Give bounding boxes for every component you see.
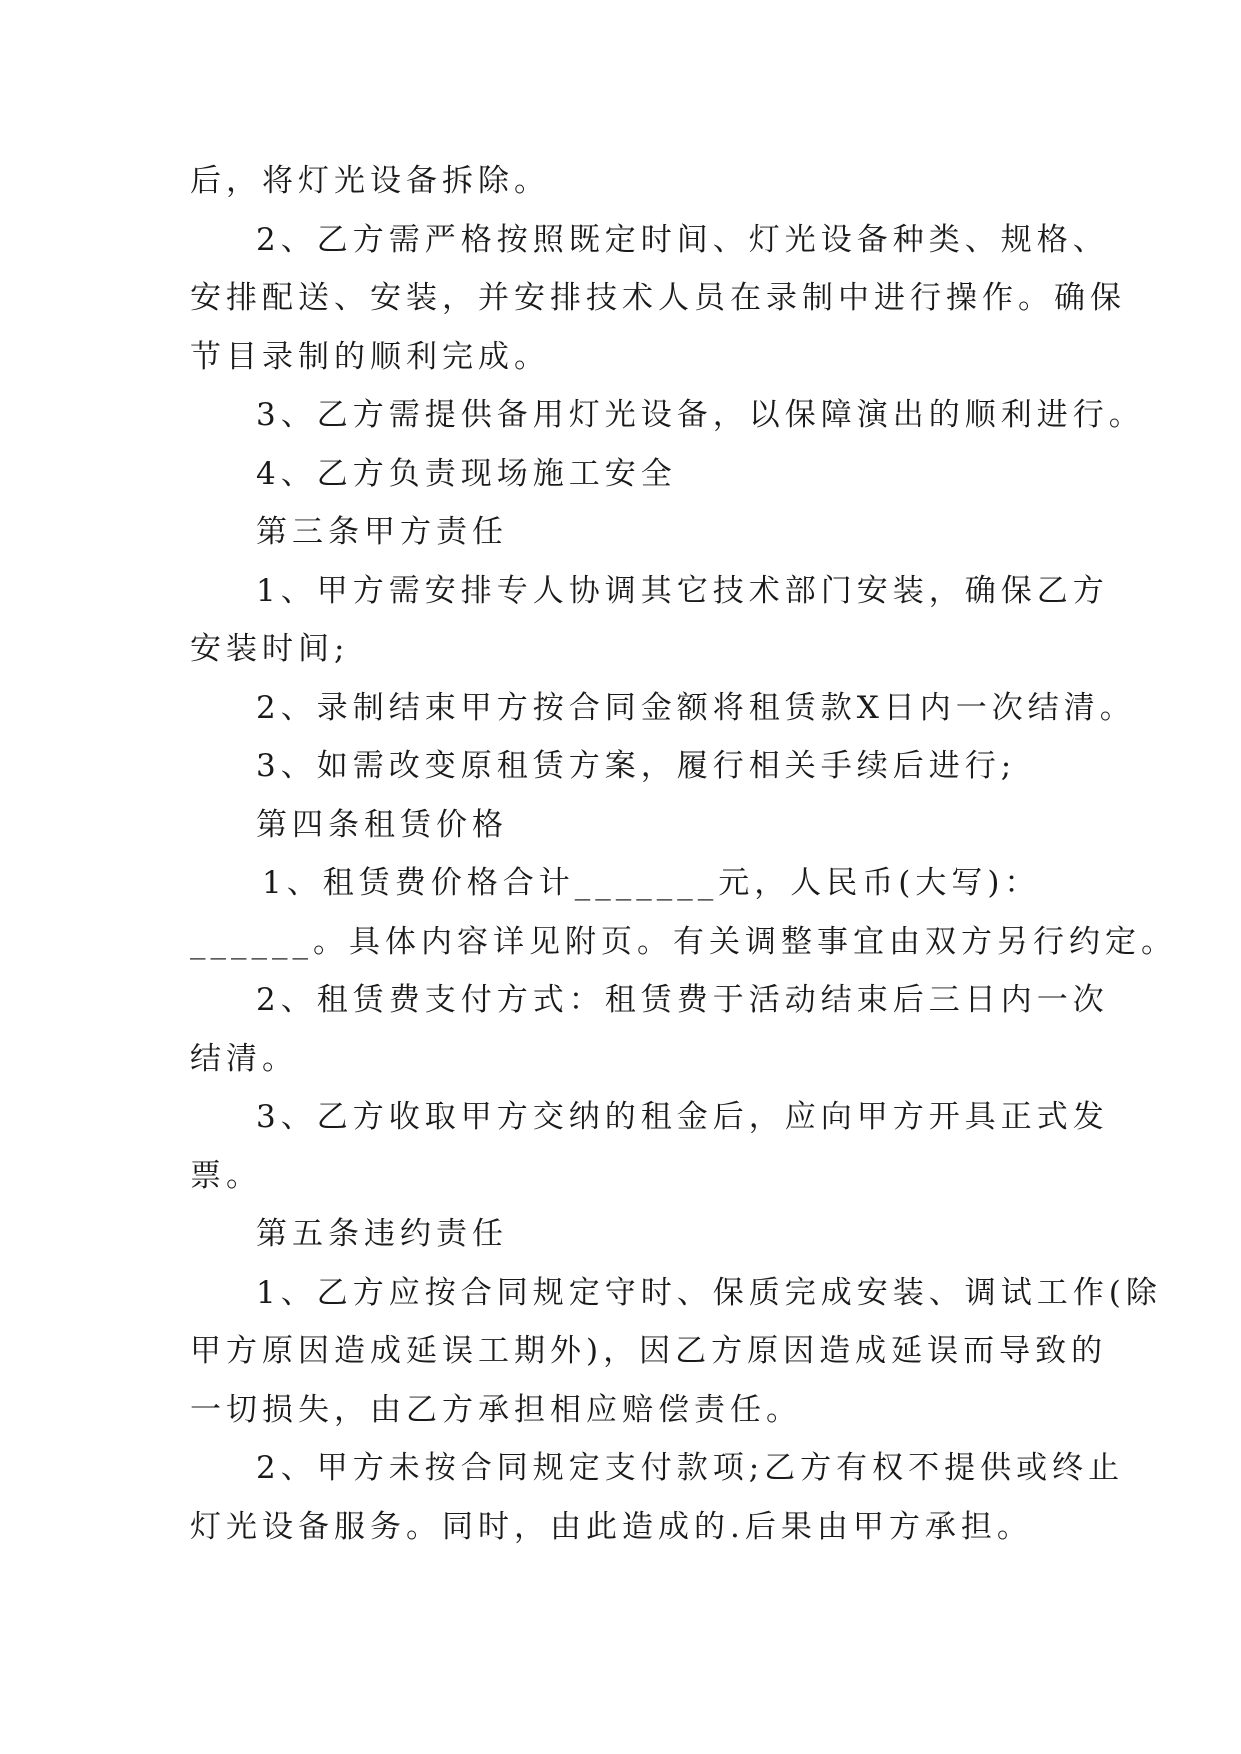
text-line: 1、租赁费价格合计_______元，人民币(大写)： <box>262 865 1041 901</box>
text-line: 3、乙方收取甲方交纳的租金后，应向甲方开具正式发 <box>256 1099 1109 1135</box>
text-line: 3、如需改变原租赁方案，履行相关手续后进行; <box>256 748 1017 784</box>
text-line: 结清。 <box>190 1040 298 1077</box>
text-line: 安装时间; <box>190 631 350 667</box>
text-line: 4、乙方负责现场施工安全 <box>256 455 677 492</box>
text-line: 票。 <box>190 1157 262 1194</box>
text-line: 灯光设备服务。同时，由此造成的.后果由甲方承担。 <box>190 1508 1033 1545</box>
text-line: 节目录制的顺利完成。 <box>190 338 550 375</box>
text-line: 2、租赁费支付方式：租赁费于活动结束后三日内一次 <box>256 982 1109 1018</box>
text-line: 2、乙方需严格按照既定时间、灯光设备种类、规格、 <box>256 221 1109 258</box>
text-line: 甲方原因造成延误工期外)，因乙方原因造成延误而导致的 <box>190 1333 1108 1369</box>
text-line: 2、录制结束甲方按合同金额将租赁款X日内一次结清。 <box>256 689 1136 726</box>
section-heading: 第三条甲方责任 <box>256 514 508 550</box>
text-line: 安排配送、安装，并安排技术人员在录制中进行操作。确保 <box>190 280 1126 316</box>
text-line: 1、乙方应按合同规定守时、保质完成安装、调试工作(除 <box>256 1274 1162 1311</box>
text-line: 2、甲方未按合同规定支付款项;乙方有权不提供或终止 <box>256 1450 1125 1486</box>
document-body <box>190 152 1177 1556</box>
text-line: ______。具体内容详见附页。有关调整事宜由双方另行约定。 <box>190 923 1177 960</box>
section-heading: 第四条租赁价格 <box>256 806 508 843</box>
text-line: 一切损失，由乙方承担相应赔偿责任。 <box>190 1391 802 1428</box>
text-line: 后，将灯光设备拆除。 <box>190 163 550 199</box>
text-line: 3、乙方需提供备用灯光设备，以保障演出的顺利进行。 <box>256 397 1145 433</box>
section-heading: 第五条违约责任 <box>256 1216 508 1252</box>
text-line: 1、甲方需安排专人协调其它技术部门安装，确保乙方 <box>256 572 1109 609</box>
